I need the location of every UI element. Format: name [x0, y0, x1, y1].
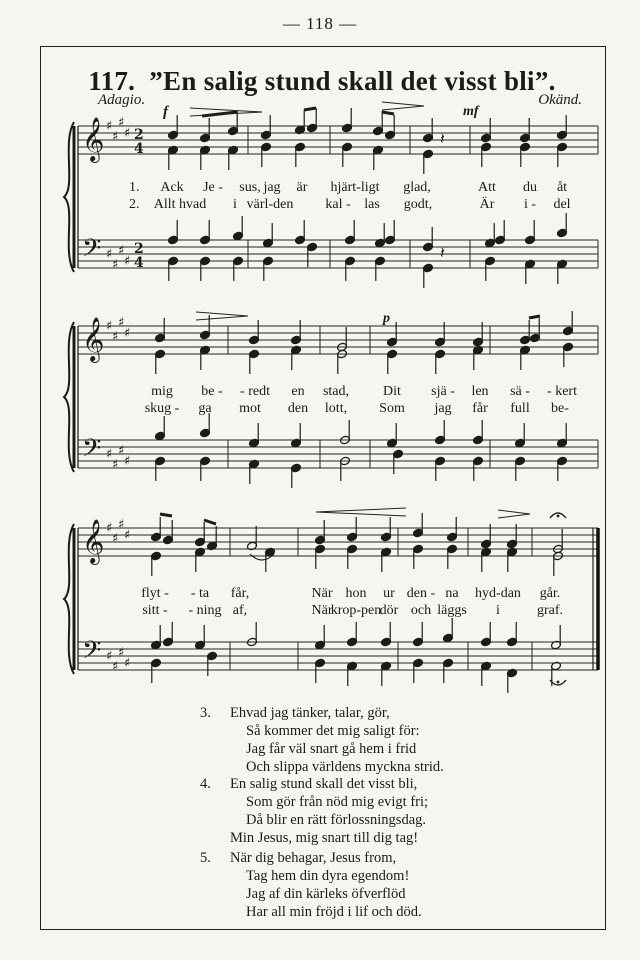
verse-line: Ehvad jag tänker, talar, gör,	[230, 705, 390, 721]
verse-line: Jag får väl snart gå hem i frid	[246, 741, 417, 757]
lyric-syllable: ga	[198, 401, 212, 416]
key-signature-sharp: ♯	[118, 645, 125, 661]
lyric-syllable: sitt -	[142, 603, 168, 618]
lyric-syllable: mig	[151, 384, 173, 399]
key-signature-sharp: ♯	[124, 454, 131, 469]
lyric-syllable: glad,	[403, 180, 431, 195]
hymn-number: 117.	[88, 66, 136, 96]
verse-line: Och slippa världens myckna strid.	[246, 759, 444, 775]
verse-line: Då blir en rätt förlossningsdag.	[246, 812, 427, 828]
lyric-syllable: godt,	[403, 197, 433, 212]
lyric-syllable: af,	[232, 603, 248, 618]
verse-line: Så kommer det mig saligt för:	[246, 723, 420, 739]
treble-clef-icon: 𝄞	[82, 519, 105, 563]
key-signature-sharp: ♯	[118, 315, 125, 331]
verse1-number: 1.	[129, 180, 140, 195]
lyric-syllable: i	[496, 603, 500, 618]
time-signature-top: 2	[134, 241, 144, 257]
verse-line: Tag hem din dyra egendom!	[246, 868, 410, 884]
lyric-syllable: kal -	[325, 197, 351, 212]
dynamic-mezzoforte: mf	[463, 104, 479, 119]
lyric-syllable: dör	[379, 603, 399, 618]
verse-line: Har all min fröjd i lif och död.	[246, 904, 422, 920]
lyric-syllable: hjärt-ligt	[330, 180, 380, 195]
lyric-syllable: Dit	[383, 384, 401, 399]
lyric-syllable: - redt	[240, 384, 270, 399]
verse-line: Jag af din kärleks öfverflöd	[246, 886, 406, 902]
treble-clef-icon: 𝄞	[82, 317, 105, 361]
time-signature-bottom: 4	[134, 141, 144, 157]
fermata-icon	[557, 681, 560, 684]
bass-clef-icon: 𝄢	[82, 636, 102, 671]
key-signature-sharp: ♯	[112, 329, 119, 345]
lyric-syllable: be-	[551, 401, 569, 416]
time-signature-top: 2	[134, 127, 144, 143]
key-signature-sharp: ♯	[124, 528, 131, 543]
time-signature-bottom: 4	[134, 255, 144, 271]
verse-number: 5.	[200, 850, 211, 866]
lyric-syllable: När	[311, 603, 333, 618]
lyric-syllable: går.	[539, 586, 561, 601]
lyric-syllable: - ning	[188, 603, 222, 618]
lyric-syllable: flyt -	[141, 586, 169, 601]
key-signature-sharp: ♯	[124, 126, 131, 141]
decrescendo-hairpin	[196, 312, 248, 320]
key-signature-sharp: ♯	[106, 119, 113, 134]
key-signature-sharp: ♯	[106, 649, 113, 664]
key-signature-sharp: ♯	[118, 115, 125, 131]
bass-clef-icon: 𝄢	[82, 434, 102, 469]
key-signature-sharp: ♯	[124, 656, 131, 671]
hymn-title: ”En salig stund skall det visst bli”.	[149, 66, 556, 96]
crescendo-hairpin	[316, 508, 406, 516]
lyric-syllable: i	[233, 197, 237, 212]
key-signature-sharp: ♯	[112, 531, 119, 547]
composer-credit: Okänd.	[538, 92, 582, 108]
lyric-syllable: graf.	[536, 603, 564, 618]
verse-line: När dig behagar, Jesus from,	[230, 850, 397, 866]
lyric-syllable: den	[287, 401, 309, 416]
verse-line: Min Jesus, mig snart till dig tag!	[230, 830, 419, 846]
lyric-syllable: åt	[556, 180, 568, 195]
fermata-icon	[557, 515, 560, 518]
lyric-syllable: När	[311, 586, 333, 601]
key-signature-sharp: ♯	[112, 457, 119, 473]
verse-number: 3.	[200, 705, 211, 721]
lyric-syllable: full	[510, 401, 530, 416]
lyric-syllable: las	[364, 197, 380, 212]
lyric-syllable: na	[445, 586, 459, 601]
note-beam	[529, 316, 540, 318]
lyric-syllable: Är	[479, 197, 495, 212]
key-signature-sharp: ♯	[118, 517, 125, 533]
treble-clef-icon: 𝄞	[82, 117, 105, 161]
lyric-syllable: lott,	[324, 401, 348, 416]
note-beam	[160, 514, 172, 516]
key-signature-sharp: ♯	[112, 257, 119, 273]
lyric-syllable: len	[471, 384, 489, 399]
lyric-syllable: är	[296, 180, 308, 195]
lyric-syllable: Att	[478, 180, 496, 195]
lyric-syllable: Ack	[160, 180, 184, 195]
lyric-syllable: krop-pen	[330, 603, 382, 618]
key-signature-sharp: ♯	[118, 243, 125, 259]
lyric-syllable: sjä -	[431, 384, 455, 399]
key-signature-sharp: ♯	[106, 447, 113, 462]
lyric-syllable: - ta	[190, 586, 210, 601]
lyric-syllable: jag	[263, 180, 281, 195]
lyric-syllable: får,	[230, 586, 250, 601]
lyric-syllable: Som	[379, 401, 405, 416]
verse2-number: 2.	[129, 197, 140, 212]
lyric-syllable: hon	[345, 586, 367, 601]
lyric-syllable: ur	[383, 586, 395, 601]
verse-number: 4.	[200, 776, 211, 792]
quarter-rest-icon: 𝄽	[440, 129, 445, 148]
lyric-syllable: i -	[523, 197, 537, 212]
lyric-syllable: jag	[434, 401, 452, 416]
key-signature-sharp: ♯	[112, 129, 119, 145]
bass-clef-icon: 𝄢	[82, 234, 102, 269]
key-signature-sharp: ♯	[112, 659, 119, 675]
key-signature-sharp: ♯	[118, 443, 125, 459]
quarter-rest-icon: 𝄽	[440, 243, 445, 262]
lyric-syllable: sä -	[510, 384, 530, 399]
lyric-syllable: sus,	[239, 180, 261, 195]
key-signature-sharp: ♯	[124, 326, 131, 341]
decrescendo-hairpin	[382, 102, 424, 110]
lyric-syllable: en	[291, 384, 305, 399]
tempo-marking: Adagio.	[98, 92, 146, 108]
lyric-syllable: värl-den	[246, 197, 294, 212]
lyric-syllable: stad,	[322, 384, 350, 399]
lyric-syllable: Je -	[203, 180, 223, 195]
lyric-syllable: och	[410, 603, 432, 618]
page-number: — 118 —	[282, 14, 358, 33]
lyric-syllable: läggs	[437, 603, 467, 618]
dynamic-forte: f	[163, 104, 168, 120]
lyric-syllable: del	[553, 197, 571, 212]
lyric-syllable: Allt hvad	[153, 197, 207, 212]
lyric-syllable: du	[523, 180, 537, 195]
lyric-syllable: den -	[406, 586, 436, 601]
verse-line: En salig stund skall det visst bli,	[230, 776, 418, 792]
key-signature-sharp: ♯	[124, 254, 131, 269]
lyric-syllable: skug -	[144, 401, 180, 416]
lyric-syllable: får	[472, 401, 488, 416]
verse-line: Som gör från nöd mig evigt fri;	[246, 794, 429, 810]
lyric-syllable: mot	[239, 401, 261, 416]
dynamic-piano: p	[383, 311, 390, 326]
note-beam	[304, 108, 316, 110]
key-signature-sharp: ♯	[106, 247, 113, 262]
decrescendo-hairpin	[498, 510, 530, 518]
lyric-syllable: be -	[201, 384, 223, 399]
lyric-syllable: - kert	[547, 384, 577, 399]
key-signature-sharp: ♯	[106, 521, 113, 536]
note-beam	[382, 112, 394, 114]
key-signature-sharp: ♯	[106, 319, 113, 334]
lyric-syllable: hyd-dan	[475, 586, 521, 601]
note-beam	[204, 520, 216, 524]
